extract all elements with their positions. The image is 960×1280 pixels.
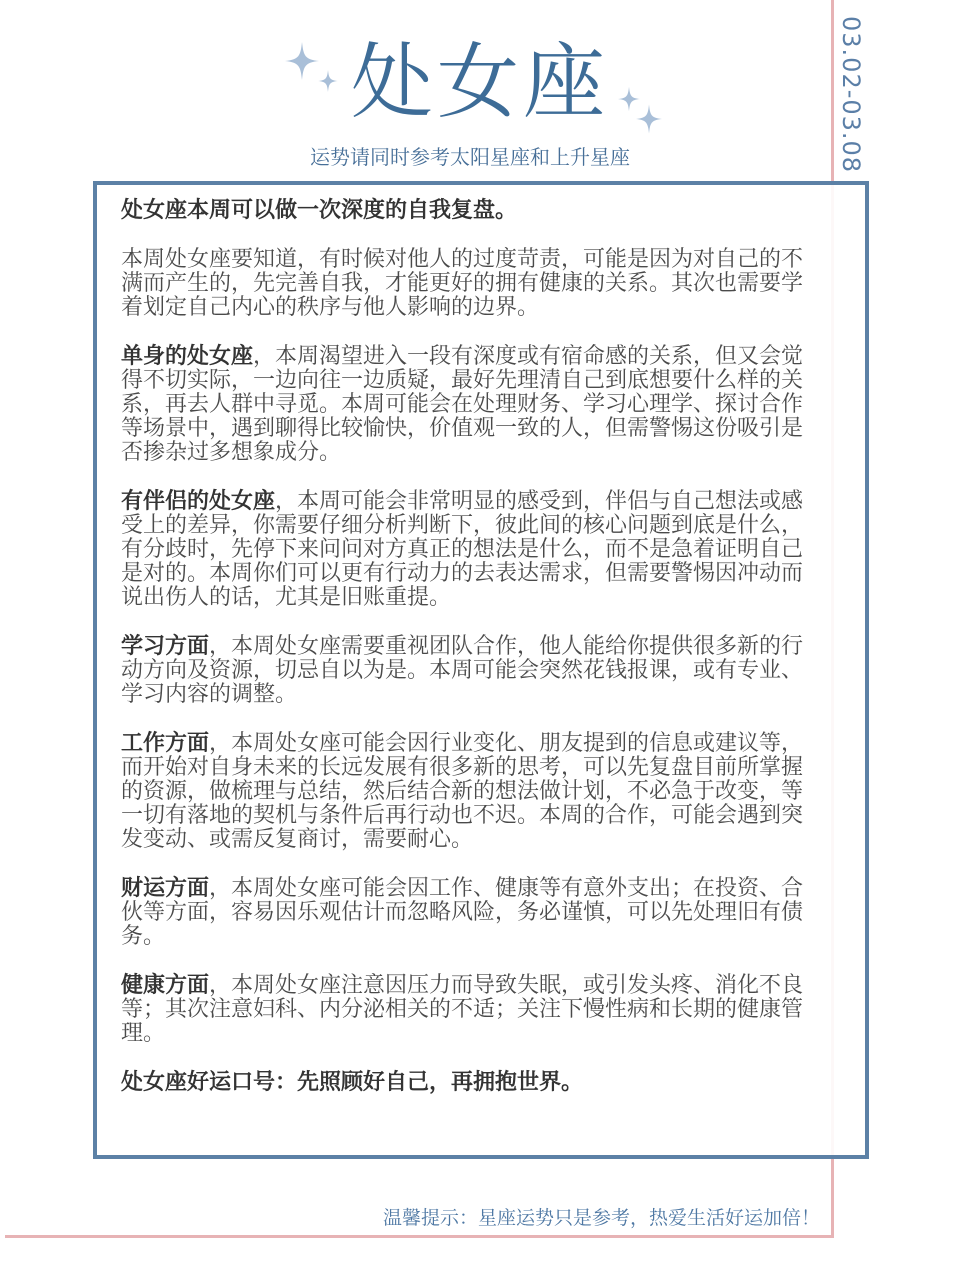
horoscope-content [121,199,821,1095]
lead-sentence: 处女座本周可以做一次深度的自我复盘。 [121,198,518,223]
section-label: 单身的处女座 [121,344,254,369]
decorative-horizontal-line [5,1235,834,1238]
section-single [121,345,821,465]
date-range: 03.02-03.08 [837,16,865,174]
footer-tip: 温馨提示：星座运势只是参考，热爱生活好运加倍！ [382,1207,820,1229]
sparkle-icon-right-large [636,104,662,134]
lucky-slogan: 处女座好运口号：先照顾好自己，再拥抱世界。 [121,1070,584,1095]
section-text: ，本周渴望进入一段有深度或有宿命感的关系，但又会觉得不切实际，一边向往一边质疑，最好先理清自己到底想要什么样的关系，再去人群中寻觅。本周可能会在处理财务、学习心理学、探讨合作等场景中，遇到聊得比较愉快，价值观一致的人，但需警惕这份吸引是否掺杂过多想象成分。 [121,344,804,465]
sparkle-icon-left-small [318,70,338,92]
intro-paragraph: 本周处女座要知道，有时候对他人的过度苛责，可能是因为对自己的不满而产生的，先完善自我，才能更好的拥有健康的关系。其次也需要学着划定自己内心的秩序与他人影响的边界。 [121,247,804,320]
section-text: ，本周可能会非常明显的感受到，伴侣与自己想法或感受上的差异，你需要仔细分析判断下，彼此间的核心问题到底是什么，有分歧时，先停下来问问对方真正的想法是什么，而不是急着证明自己是对的。本周你们可以更有行动力的去表达需求，但需要警惕因冲动而说出伤人的话，尤其是旧账重提。 [121,489,804,610]
section-health [121,974,821,1046]
section-study [121,635,821,707]
section-label: 财运方面 [121,876,210,901]
section-label: 学习方面 [121,634,210,659]
section-work [121,732,821,852]
section-label: 工作方面 [121,731,210,756]
sparkle-icon-left-large [285,42,319,80]
section-text: ，本周处女座可能会因行业变化、朋友提到的信息或建议等，而开始对自身未来的长远发展有很多新的思考，可以先复盘目前所掌握的资源，做梳理与总结，然后结合新的想法做计划，不必急于改变，等一切有落地的契机与条件后再行动也不迟。本周的合作，可能会遇到突发变动、或需反复商讨，需要耐心。 [121,731,804,852]
page-subtitle: 运势请同时参考太阳星座和上升星座 [310,145,630,169]
section-partnered [121,490,821,610]
section-text: ，本周处女座需要重视团队合作，他人能给你提供很多新的行动方向及资源，切忌自以为是。本周可能会突然花钱报课，或有专业、学习内容的调整。 [121,634,804,707]
section-text: ，本周处女座注意因压力而导致失眠，或引发头疼、消化不良等；其次注意妇科、内分泌相关的不适；关注下慢性病和长期的健康管理。 [121,973,804,1046]
section-label: 有伴侣的处女座 [121,489,276,514]
horoscope-card [93,181,869,1159]
section-label: 健康方面 [121,973,210,998]
page-title: 处女座 [350,35,609,130]
section-finance [121,877,821,949]
section-text: ，本周处女座可能会因工作、健康等有意外支出；在投资、合伙等方面，容易因乐观估计而忽略风险，务必谨慎，可以先处理旧有债务。 [121,876,804,949]
